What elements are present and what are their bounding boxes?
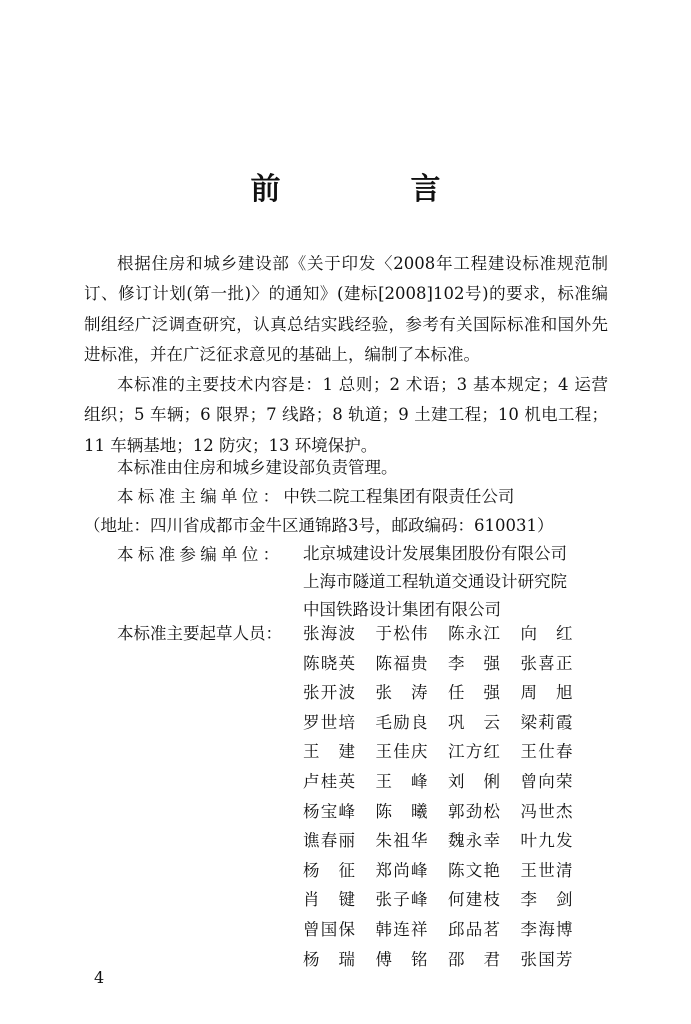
- drafter-name: 刘 俐: [448, 771, 500, 791]
- drafter-name: 谯 春 丽: [303, 831, 355, 851]
- chief-editor-row: [117, 482, 514, 511]
- drafter-name: 张 国 芳: [520, 949, 573, 969]
- drafter-name: 朱 祖 华: [375, 831, 428, 851]
- drafter-name: 毛 励 良: [375, 712, 428, 732]
- drafter-name: 卢 桂 英: [303, 771, 355, 791]
- drafter-name: 郑 尚 峰: [375, 860, 428, 880]
- participants-label: 本标准参编单位：: [117, 545, 284, 564]
- chief-editor-address: （地址：四川省成都市金牛区通锦路3号，邮政编码：610031）: [84, 516, 554, 535]
- drafter-name: 傅 铭: [375, 949, 428, 969]
- participant-org: 中国铁路设计集团有限公司: [303, 600, 501, 619]
- drafter-name: 魏 永 幸: [448, 831, 500, 851]
- participant-org-list: [303, 540, 567, 624]
- drafter-name: 江 方 红: [448, 742, 500, 762]
- drafter-name: 张 开 波: [303, 683, 355, 703]
- drafter-name: 陈 晓 英: [303, 653, 355, 673]
- drafter-name: 王 佳 庆: [375, 742, 428, 762]
- drafter-name: 王 仕 春: [520, 742, 573, 762]
- drafter-name: 肖 键: [303, 890, 355, 910]
- drafter-name: 杨 宝 峰: [303, 801, 355, 821]
- drafter-name: 陈 永 江: [448, 624, 500, 643]
- drafter-name: 张 子 峰: [375, 890, 428, 910]
- chief-editor-org: 中铁二院工程集团有限责任公司: [283, 487, 515, 506]
- drafter-name: 曾 国 保: [303, 919, 355, 939]
- drafter-name: 王 建: [303, 742, 355, 762]
- drafter-name: 杨 瑞: [303, 949, 355, 969]
- participants-label-row: [117, 540, 283, 569]
- drafter-name: 陈 福 贵: [375, 653, 428, 673]
- drafter-name: 何 建 枝: [448, 890, 500, 910]
- participant-org: 上海市隧道工程轨道交通设计研究院: [303, 572, 567, 591]
- chief-editor-label: 本标准主编单位：: [117, 487, 284, 506]
- drafter-name: 周 旭: [520, 683, 573, 703]
- drafter-name: 任 强: [448, 683, 500, 703]
- drafter-name: 曾 向 荣: [520, 771, 573, 791]
- drafter-name: 李 剑: [520, 890, 573, 910]
- drafter-name: 叶 九 发: [520, 831, 573, 851]
- drafter-name: 梁 莉 霞: [520, 712, 573, 732]
- foreword-paragraph-1: 根据住房和城乡建设部《关于印发〈2008年工程建设标准规范制订、修订计划(第一批)〉的通知》(建标[2008]102号)的要求，标准编制组经广泛调查研究，认真总结实践经验，参考有关国际标准和国外先进标准，并在广泛征求意见的基础上，编制了本标准。: [84, 254, 608, 365]
- drafter-name: 向 红: [520, 624, 573, 643]
- drafter-name: 邱 品 茗: [448, 919, 500, 939]
- drafter-name: 王 世 清: [520, 860, 573, 880]
- drafter-name: 李 海 博: [520, 919, 573, 939]
- foreword-paragraph-3: 本标准由住房和城乡建设部负责管理。: [117, 458, 398, 477]
- drafter-name: 邵 君: [448, 949, 500, 969]
- drafter-name: 于 松 伟: [375, 624, 428, 643]
- drafter-name: 冯 世 杰: [520, 801, 573, 821]
- drafter-name: 韩 连 祥: [375, 919, 428, 939]
- participant-org: 北京城建设计发展集团股份有限公司: [303, 544, 567, 563]
- drafters-grid: [303, 619, 593, 974]
- drafter-name: 王 峰: [375, 771, 428, 791]
- page-number: 4: [94, 968, 105, 987]
- drafter-name: 陈 曦: [375, 801, 428, 821]
- foreword-paragraph-2: 本标准的主要技术内容是：1 总则；2 术语；3 基本规定；4 运营组织；5 车辆；6 限界；7 线路；8 轨道；9 土建工程；10 机电工程；11 车辆基地；12 防灾；13 环境保护。: [84, 375, 608, 455]
- drafter-name: 李 强: [448, 653, 500, 673]
- drafter-name: 陈 文 艳: [448, 860, 500, 880]
- drafter-name: 巩 云: [448, 712, 500, 732]
- drafter-name: 罗 世 培: [303, 712, 355, 732]
- drafter-name: 郭 劲 松: [448, 801, 500, 821]
- drafter-name: 张 涛: [375, 683, 428, 703]
- drafter-name: 张 海 波: [303, 624, 355, 643]
- page-title: 前 言: [250, 172, 491, 207]
- drafters-label: 本标准主要起草人员：: [117, 624, 282, 643]
- drafter-name: 杨 征: [303, 860, 355, 880]
- drafter-name: 张 喜 正: [520, 653, 573, 673]
